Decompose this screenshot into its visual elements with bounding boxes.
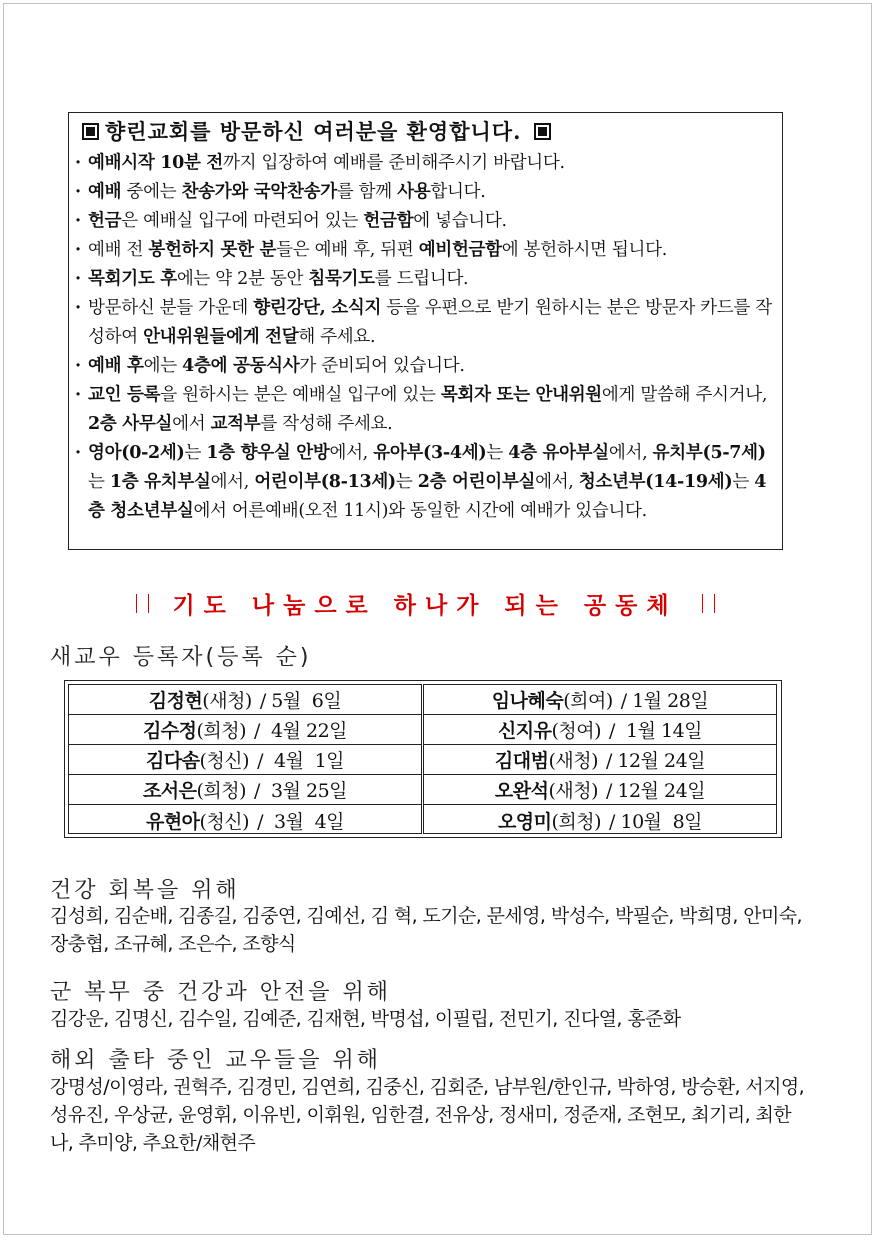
notice-item-text: 에게 말씀해 주시거나, xyxy=(601,385,768,405)
notice-item xyxy=(74,178,782,207)
notice-item-text: 교적부 xyxy=(210,414,261,434)
registrant-name: 김수정 xyxy=(142,720,197,742)
registrants-title: 새교우 등록자(등록 순) xyxy=(50,645,312,670)
notice-item-text: 예배 xyxy=(88,182,122,202)
overseas-names: 강명성/이영라, 권혁주, 김경민, 김연희, 김중신, 김회준, 남부원/한인규, 박하영, 방승환, 서지영, 성유진, 우상균, 윤영휘, 이유빈, 이휘원, 임한결, 전유상, 정새미, 정준재, 조현모, 최기리, 최한나, 추미양, 추요한/채현주 xyxy=(50,1076,805,1154)
registrant-date: / 4월 1일 xyxy=(257,750,345,772)
notice-item-text: 에서 어른예배(오전 11시)와 동일한 시간에 예배가 있습니다. xyxy=(193,501,647,521)
notice-item-text: 가 준비되어 있습니다. xyxy=(299,356,465,376)
registrant-date: / 10월 8일 xyxy=(609,810,703,833)
registrant-group: (희청) xyxy=(196,780,247,802)
notice-item-text: 향린강단, 소식지 xyxy=(253,298,382,318)
notice-item-text: 들은 예배 후, 뒤편 xyxy=(276,240,419,260)
notice-item-text: 합니다. xyxy=(430,182,486,202)
registrant-row xyxy=(424,715,776,745)
registrant-name: 신지유 xyxy=(497,720,552,742)
notice-title xyxy=(78,116,557,146)
registrant-row xyxy=(424,745,776,775)
notice-item-text: 에서, xyxy=(608,443,653,463)
notice-item-text: 어린이부(8-13세) xyxy=(254,472,396,492)
notice-item-text: 에는 약 2분 동안 xyxy=(176,269,309,289)
notice-item xyxy=(74,207,782,236)
notice-item-text: 에서, xyxy=(329,443,374,463)
registrant-group: (희청) xyxy=(551,810,602,833)
registrant-row xyxy=(69,715,421,745)
notice-item-text: 는 xyxy=(395,472,418,492)
notice-item-text: 에 봉헌하시면 됩니다. xyxy=(501,240,667,260)
notice-item-text: 에는 xyxy=(143,356,183,376)
notice-item-text: 예배시작 10분 전 xyxy=(88,153,223,173)
registrant-group: (희여) xyxy=(563,690,613,712)
registrant-date: / 12월 24일 xyxy=(606,780,706,802)
notice-item xyxy=(74,381,782,439)
notice-item-text: 유치부(5-7세) xyxy=(652,443,766,463)
registrant-group: (희청) xyxy=(196,720,247,742)
registrant-date: / 3월 4일 xyxy=(257,810,345,833)
registrants-column-left xyxy=(68,684,422,834)
health-title: 건강 회복을 위해 xyxy=(50,878,240,903)
notice-item xyxy=(74,439,782,526)
notice-item-text: 안내위원들에게 전달 xyxy=(143,327,299,347)
registrant-date: / 1월 28일 xyxy=(620,690,709,712)
registrant-row xyxy=(69,805,421,835)
notice-item-text: 2층 어린이부실 xyxy=(417,472,536,492)
notice-item-text: 은 예배실 입구에 마련되어 있는 xyxy=(121,211,364,231)
notice-item-text: 헌금 xyxy=(88,211,122,231)
notice-item-text: 방문하신 분들 가운데 xyxy=(88,298,254,318)
registrant-date: / 1월 14일 xyxy=(609,720,703,742)
notice-list xyxy=(74,149,782,526)
notice-item-text: 목회자 또는 안내위원 xyxy=(440,385,602,405)
square-bullet-icon xyxy=(534,123,551,140)
registrant-name: 오영미 xyxy=(497,810,552,833)
notice-item-text: 헌금함 xyxy=(363,211,414,231)
notice-item-text: 해 주세요. xyxy=(298,327,376,347)
registrant-group: (새청) xyxy=(202,690,252,712)
notice-item-text: 는 xyxy=(732,472,755,492)
notice-item-text: 유아부(3-4세) xyxy=(373,443,487,463)
notice-item-text: 를 작성해 주세요. xyxy=(260,414,393,434)
notice-item-text: 사용 xyxy=(397,182,431,202)
notice-item-text: 침묵기도 xyxy=(308,269,375,289)
registrant-name: 김정현 xyxy=(148,690,203,712)
notice-item-text: 4층 청소년부실 xyxy=(88,472,767,521)
registrant-row xyxy=(69,745,421,775)
notice-item-text: 목회기도 후 xyxy=(88,269,177,289)
notice-item-text: 1층 향우실 안방 xyxy=(206,443,330,463)
notice-item-text: 에서 xyxy=(172,414,211,434)
notice-item-text: 에 넣습니다. xyxy=(413,211,507,231)
registrant-group: (청신) xyxy=(199,750,250,772)
notice-item-text: 까지 입장하여 예배를 준비해주시기 바랍니다. xyxy=(222,153,565,173)
registrant-group: (새청) xyxy=(548,780,599,802)
notice-item-text: 4층에 공동식사 xyxy=(182,356,300,376)
notice-item-text: 교인 등록 xyxy=(88,385,161,405)
health-names: 김성희, 김순배, 김종길, 김중연, 김예선, 김 혁, 도기순, 문세영, 박성수, 박필순, 박희명, 안미숙, 장충협, 조규혜, 조은수, 조향식 xyxy=(50,905,802,955)
registrant-name: 임나혜숙 xyxy=(491,690,564,712)
banner-text: 기도 나눔으로 하나가 되는 공동체 xyxy=(172,591,678,619)
registrant-row xyxy=(69,685,421,715)
registrant-group: (청신) xyxy=(199,810,250,833)
notice-item-text: 에서, xyxy=(535,472,579,492)
registrant-date: / 4월 22일 xyxy=(254,720,348,742)
registrant-name: 김다솜 xyxy=(145,750,200,772)
registrant-date: / 12월 24일 xyxy=(606,750,706,772)
notice-item-text: 청소년부(14-19세) xyxy=(578,472,733,492)
notice-item-text: 에서, xyxy=(210,472,255,492)
registrant-row xyxy=(424,685,776,715)
registrant-group: (청여) xyxy=(551,720,602,742)
notice-item-text: 1층 유치부실 xyxy=(109,472,211,492)
notice-item xyxy=(74,236,782,265)
registrant-name: 김대범 xyxy=(494,750,549,772)
notice-item xyxy=(74,149,782,178)
notice-item xyxy=(74,352,782,381)
registrant-name: 유현아 xyxy=(145,810,200,833)
notice-item-text: 예비헌금함 xyxy=(418,240,502,260)
notice-item-text: 봉헌하지 못한 분 xyxy=(148,240,277,260)
notice-item-text: 찬송가와 국악찬송가 xyxy=(181,182,337,202)
notice-item-text: 등을 우편으로 받기 원하시는 분은 방문자 카드를 작성하여 xyxy=(88,298,772,347)
military-title: 군 복무 중 건강과 안전을 위해 xyxy=(50,980,391,1005)
registrant-row xyxy=(424,775,776,805)
square-bullet-icon xyxy=(82,123,99,140)
notice-title-text: 향린교회를 방문하신 여러분을 환영합니다. xyxy=(105,119,522,144)
registrant-group: (새청) xyxy=(548,750,599,772)
notice-item-text: 예배 후 xyxy=(88,356,144,376)
notice-item xyxy=(74,294,782,352)
notice-item-text: 4층 유아부실 xyxy=(508,443,609,463)
registrant-name: 조서은 xyxy=(142,780,197,802)
notice-item-text: 는 xyxy=(88,472,110,492)
notice-item-text: 을 원하시는 분은 예배실 입구에 있는 xyxy=(160,385,441,405)
military-names: 김강운, 김명신, 김수일, 김예준, 김재현, 박명섭, 이필립, 전민기, 진다열, 홍준화 xyxy=(50,1008,681,1030)
notice-item-text: 2층 사무실 xyxy=(88,414,173,434)
registrant-name: 오완석 xyxy=(494,780,549,802)
notice-item-text: 예배 전 xyxy=(88,240,149,260)
overseas-title: 해외 출타 중인 교우들을 위해 xyxy=(50,1048,381,1073)
registrants-column-right xyxy=(423,684,777,834)
notice-item-text: 중에는 xyxy=(121,182,182,202)
notice-item-text: 는 xyxy=(184,443,207,463)
notice-item-text: 를 함께 xyxy=(336,182,398,202)
registrant-row xyxy=(69,775,421,805)
notice-item xyxy=(74,265,782,294)
registrant-row xyxy=(424,805,776,835)
notice-item-text: 를 드립니다. xyxy=(374,269,469,289)
registrant-date: / 3월 25일 xyxy=(254,780,348,802)
prayer-banner xyxy=(130,585,720,621)
notice-item-text: 는 xyxy=(486,443,509,463)
registrants-table xyxy=(64,680,782,838)
notice-item-text: 영아(0-2세) xyxy=(88,443,185,463)
registrant-date: / 5월 6일 xyxy=(259,690,342,712)
